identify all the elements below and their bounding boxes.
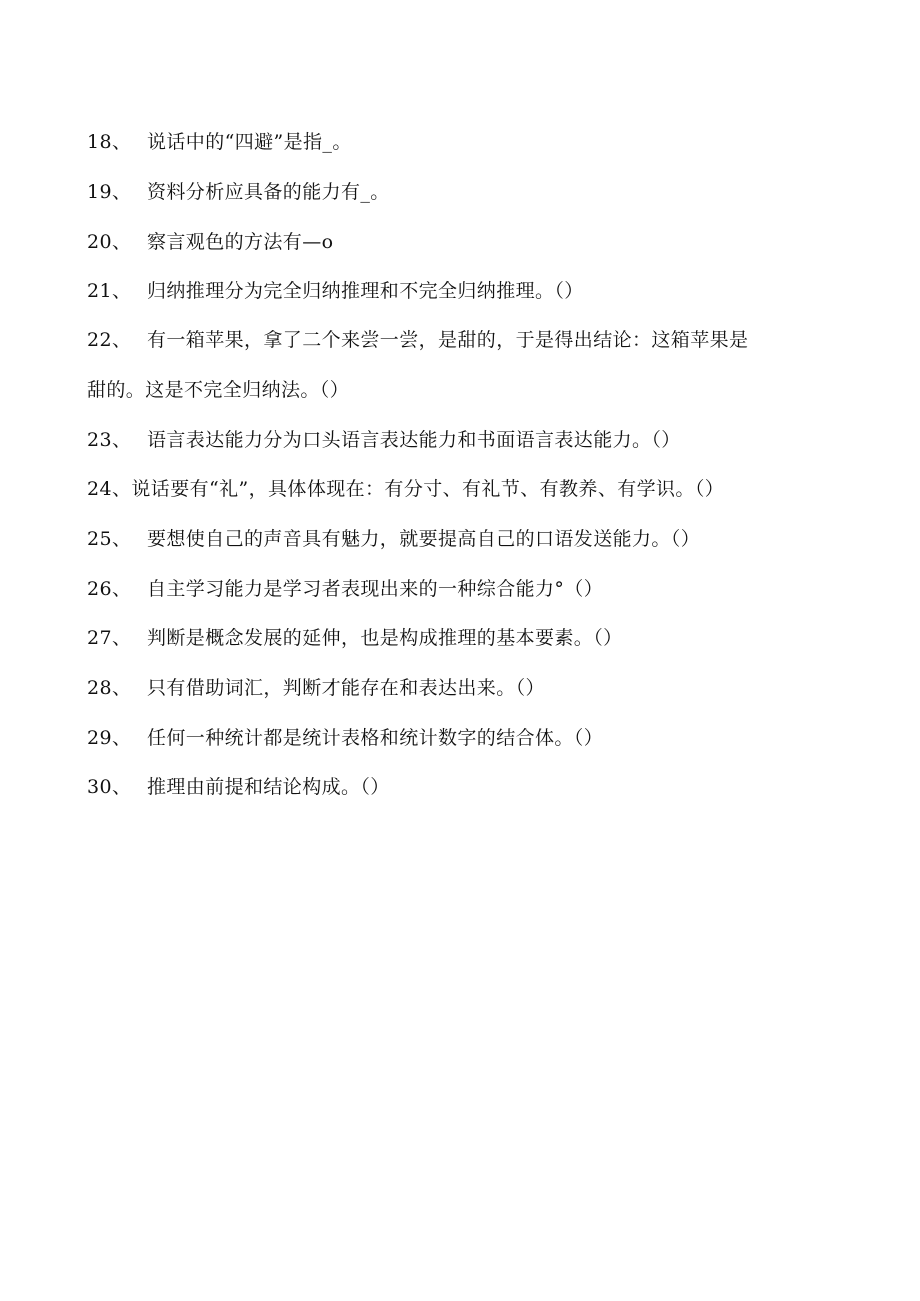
question-text: 只有借助词汇，判断才能存在和表达出来。（） (147, 677, 545, 699)
question-27 (87, 626, 623, 650)
question-text: 说话要有“礼”，具体体现在：有分寸、有礼节、有教养、有学识。（） (131, 478, 725, 500)
question-30 (87, 775, 390, 799)
question-text: 有一箱苹果，拿了二个来尝一尝，是甜的，于是得出结论：这箱苹果是 (147, 329, 749, 351)
question-number: 30、 (87, 776, 132, 798)
question-21 (87, 279, 584, 303)
question-text: 自主学习能力是学习者表现出来的一种综合能力°（） (147, 578, 604, 600)
question-text: 语言表达能力分为口头语言表达能力和书面语言表达能力。（） (147, 429, 681, 451)
question-text: 任何一种统计都是统计表格和统计数字的结合体。（） (147, 727, 604, 749)
question-number: 21、 (87, 280, 132, 302)
question-number: 29、 (87, 727, 132, 749)
question-number: 20、 (87, 231, 132, 253)
question-19 (87, 180, 390, 204)
question-20 (87, 230, 333, 254)
question-28 (87, 676, 545, 700)
question-number: 24、 (87, 478, 132, 500)
question-text: 推理由前提和结论构成。（） (147, 776, 390, 798)
question-23 (87, 428, 681, 452)
question-text: 要想使自己的声音具有魅力，就要提高自己的口语发送能力。（） (147, 528, 701, 550)
question-text-continuation: 甜的。这是不完全归纳法。（） (87, 379, 350, 401)
question-number: 25、 (87, 528, 132, 550)
question-22 (87, 328, 748, 352)
question-26 (87, 577, 603, 601)
question-text: 归纳推理分为完全归纳推理和不完全归纳推理。（） (147, 280, 584, 302)
question-25 (87, 527, 700, 551)
question-number: 28、 (87, 677, 132, 699)
question-number: 27、 (87, 627, 132, 649)
question-24 (87, 477, 724, 501)
question-number: 18、 (87, 131, 132, 153)
question-29 (87, 726, 603, 750)
question-text: 察言观色的方法有—o (147, 231, 334, 253)
question-number: 22、 (87, 329, 132, 351)
question-number: 19、 (87, 181, 132, 203)
question-18 (87, 130, 352, 154)
question-number: 23、 (87, 429, 132, 451)
question-22-continuation (87, 378, 349, 402)
question-text: 资料分析应具备的能力有_。 (147, 181, 390, 203)
question-text: 判断是概念发展的延伸，也是构成推理的基本要素。（） (147, 627, 623, 649)
question-number: 26、 (87, 578, 132, 600)
question-text: 说话中的“四避”是指_。 (147, 131, 352, 153)
